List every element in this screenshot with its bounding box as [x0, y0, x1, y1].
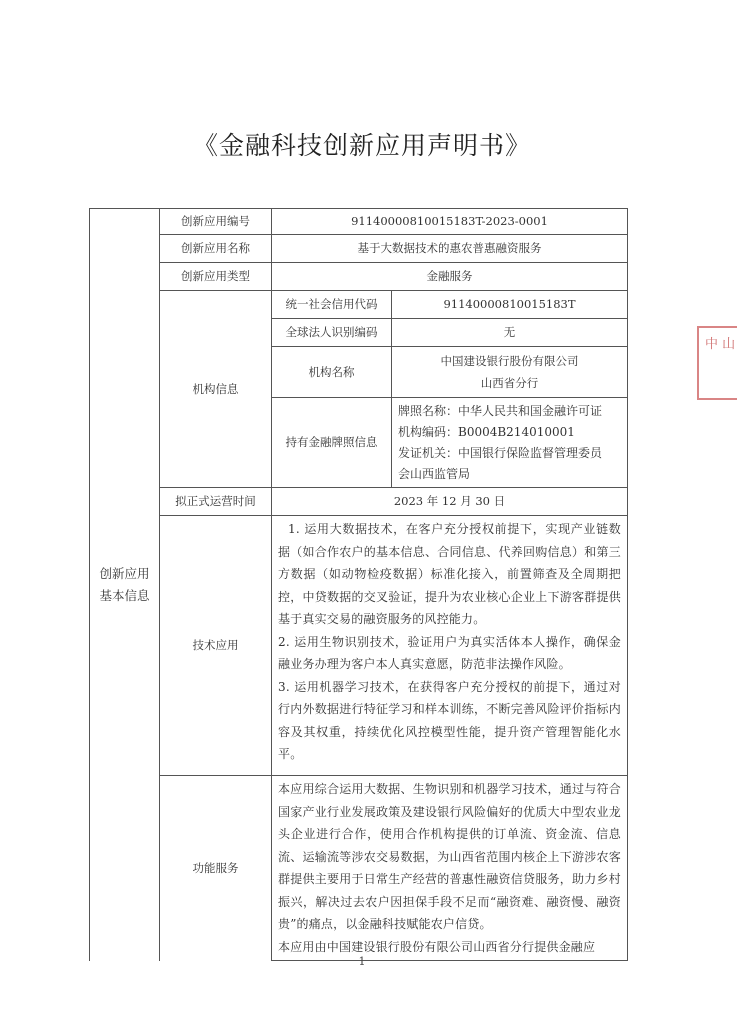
- org-name-line-2: 山西省分行: [480, 376, 539, 390]
- page-number: 1: [358, 955, 366, 968]
- group-label-cell: [90, 209, 160, 961]
- row-launch-time: [90, 488, 628, 516]
- row-credit-code: [90, 291, 628, 319]
- tech-paragraph-2: 2. 运用生物识别技术，验证用户为真实活体本人操作，确保金融业务办理为客户本人真实意愿，防范非法操作风险。: [278, 634, 622, 671]
- launch-time-value: 2023 年 12 月 30 日: [272, 488, 628, 516]
- license-label: 持有金融牌照信息: [272, 398, 392, 488]
- app-name-value: 基于大数据技术的惠农普惠融资服务: [272, 235, 628, 263]
- lei-value: 无: [392, 319, 628, 347]
- row-func: [90, 776, 628, 961]
- func-paragraph-1: 本应用综合运用大数据、生物识别和机器学习技术，通过与符合国家产业行业发展政策及建设银行风险偏好的优质大中型农业龙头企业进行合作，使用合作机构提供的订单流、资金流、信息流、运输流等涉农交易数据，为山西省范围内核企上下游涉农客群提供主要用于日常生产经营的普惠性融资信贷服务，助力乡村振兴，解决过去农户因担保手段不足而“融资难、融资慢、融资贵”的痛点，以金融科技赋能农户信贷。: [278, 782, 622, 931]
- license-line-2: 机构编码：B0004B214010001: [398, 424, 575, 439]
- row-app-name: [90, 235, 628, 263]
- org-name-value: [392, 347, 628, 398]
- app-number-label: 创新应用编号: [160, 209, 272, 235]
- document-title: 《金融科技创新应用声明书》: [192, 131, 531, 160]
- app-type-value: 金融服务: [272, 263, 628, 291]
- license-line-1: 牌照名称：中华人民共和国金融许可证: [398, 403, 603, 418]
- row-app-type: [90, 263, 628, 291]
- group-label: 创新应用基本信息: [99, 565, 150, 603]
- license-line-3: 发证机关：中国银行保险监督管理委员: [398, 445, 603, 460]
- func-paragraph-2: 本应用由中国建设银行股份有限公司山西省分行提供金融应: [278, 939, 596, 954]
- license-value: [392, 398, 628, 488]
- func-label: 功能服务: [160, 776, 272, 961]
- launch-time-label: 拟正式运营时间: [160, 488, 272, 516]
- org-name-label: 机构名称: [272, 347, 392, 398]
- license-line-4: 会山西监管局: [398, 466, 471, 481]
- row-app-number: [90, 209, 628, 235]
- tech-paragraph-3: 3. 运用机器学习技术，在获得客户充分授权的前提下，通过对行内外数据进行特征学习和样本训练，不断完善风险评价指标内容及其权重，持续优化风控模型性能，提升资产管理智能化水平。: [278, 679, 622, 761]
- app-type-label: 创新应用类型: [160, 263, 272, 291]
- org-name-line-1: 中国建设银行股份有限公司: [440, 354, 579, 368]
- lei-label: 全球法人识别编码: [272, 319, 392, 347]
- tech-label: 技术应用: [160, 516, 272, 776]
- seal-stamp-fragment: 中 山: [697, 326, 737, 400]
- tech-content: [272, 516, 628, 776]
- org-info-label: 机构信息: [160, 291, 272, 488]
- credit-code-value: 91140000810015183T: [392, 291, 628, 319]
- declaration-table: [89, 208, 628, 961]
- credit-code-label: 统一社会信用代码: [272, 291, 392, 319]
- app-name-label: 创新应用名称: [160, 235, 272, 263]
- row-tech: [90, 516, 628, 776]
- tech-paragraph-1: 1. 运用大数据技术，在客户充分授权前提下，实现产业链数据（如合作农户的基本信息、合同信息、代养回购信息）和第三方数据（如动物检疫数据）标准化接入，前置筛查及全周期把控，中贷数据的交叉验证，提升为农业核心企业上下游客群提供基于真实交易的融资服务的风控能力。: [278, 522, 622, 626]
- func-content: [272, 776, 628, 961]
- app-number-value: 91140000810015183T-2023-0001: [272, 209, 628, 235]
